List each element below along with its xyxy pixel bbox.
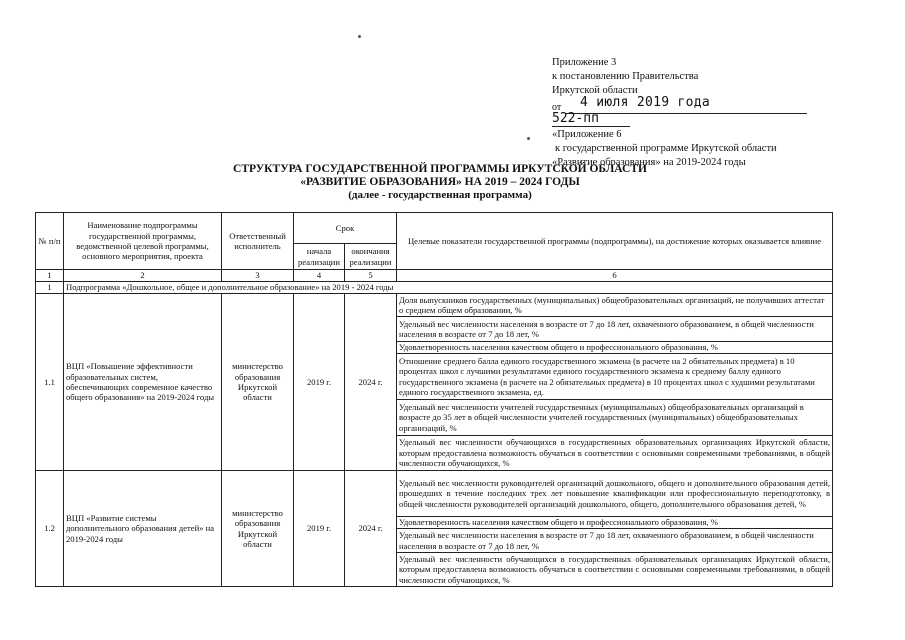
row-end: 2024 г.: [345, 294, 397, 471]
row-responsible: министерство образования Иркутской области: [222, 294, 294, 471]
row-name: ВЦП «Повышение эффективности образовательных систем, обеспечивающих современное качество общего образования» на 2019-2024 годы: [64, 294, 222, 471]
number-line: [552, 111, 812, 128]
subprogram-row: [36, 282, 833, 294]
title-line-2: «РАЗВИТИЕ ОБРАЗОВАНИЯ» НА 2019 – 2024 ГОДЫ: [300, 176, 580, 188]
appendix6-label: «Приложение 6: [552, 129, 622, 140]
approval-header: [552, 56, 812, 170]
col-index: 3: [222, 270, 294, 282]
col-header-resp: Ответственный исполнитель: [222, 213, 294, 270]
target-item: Удельный вес численности обучающихся в государственных образовательных организациях Иркутской области, которым предоставлена возможность обучаться в соответствии с основными современными требованиями, в общей численности обучающихся, %: [397, 436, 833, 471]
table-row: [36, 294, 833, 317]
document-title: [140, 163, 740, 202]
program-ref-label: к государственной программе Иркутской области: [555, 143, 777, 154]
program-name-label: «Развитие образования» на 2019-2024 годы: [552, 157, 746, 168]
col-index: 1: [36, 270, 64, 282]
resolution-label: к постановлению Правительства: [552, 71, 699, 82]
structure-table: [35, 212, 833, 587]
target-item: Отношение среднего балла единого государственного экзамена (в расчете на 2 обязательных предмета) в 10 процентах школ с лучшими результатами единого государственного экзамена к среднему баллу единого государственного экзамена (в расчете на 2 обязательных предмета) в 10 процентах школ с худшими результатами единого государственного экзамена, ед.: [397, 354, 833, 400]
target-item: Удельный вес численности населения в возрасте от 7 до 18 лет, охваченного образованием, в общей численности населения в возрасте от 7 до 18 лет, %: [397, 317, 833, 342]
subprogram-num: 1: [36, 282, 64, 294]
col-index: 6: [397, 270, 833, 282]
col-header-targets: Целевые показатели государственной программы (подпрограммы), на достижение которых оказывается влияние: [397, 213, 833, 270]
title-line-1: СТРУКТУРА ГОСУДАРСТВЕННОЙ ПРОГРАММЫ ИРКУТСКОЙ ОБЛАСТИ: [233, 163, 647, 175]
header-row-1: [36, 213, 833, 244]
row-responsible: министерство образования Иркутской области: [222, 471, 294, 587]
target-item: Удельный вес численности руководителей организаций дошкольного, общего и дополнительного образования детей, прошедших в течение последних трех лет повышение квалификации или профессиональную переподготовку, в общей численности руководителей организаций дошкольного, общего, дополнительного образования детей, %: [397, 471, 833, 517]
col-header-end: окончания реализации: [345, 244, 397, 270]
row-num: 1.2: [36, 471, 64, 587]
date-prefix: от: [552, 102, 562, 113]
target-item: Удельный вес численности учителей государственных (муниципальных) общеобразовательных организаций в возрасте до 35 лет в общей численности учителей государственных (муниципальных) общеобразовательных организаций, %: [397, 400, 833, 436]
target-item: Удовлетворенность населения качеством общего и профессионального образования, %: [397, 342, 833, 354]
appendix-label: Приложение 3: [552, 57, 617, 68]
target-item: Доля выпускников государственных (муниципальных) общеобразовательных организаций, не получивших аттестат о среднем общем образовании, %: [397, 294, 833, 317]
number-underline: [552, 126, 630, 127]
scan-speck: [527, 137, 530, 140]
subprogram-title: Подпрограмма «Дошкольное, общее и дополнительное образование» на 2019 - 2024 годы: [64, 282, 833, 294]
col-header-num: № п/п: [36, 213, 64, 270]
target-item: Удельный вес численности обучающихся в государственных образовательных организациях Иркутской области, которым предоставлена возможность обучаться в соответствии с основными современными требованиями, в общей численности обучающихся, %: [397, 553, 833, 587]
target-item: Удельный вес численности населения в возрасте от 7 до 18 лет, охваченного образованием, в общей численности населения в возрасте от 7 до 18 лет, %: [397, 529, 833, 553]
row-num: 1.1: [36, 294, 64, 471]
region-label: Иркутской области: [552, 85, 638, 96]
column-index-row: [36, 270, 833, 282]
title-line-3: (далее - государственная программа): [348, 189, 532, 201]
row-name: ВЦП «Развитие системы дополнительного образования детей» на 2019-2024 годы: [64, 471, 222, 587]
target-item: Удовлетворенность населения качеством общего и профессионального образования, %: [397, 517, 833, 529]
table-row: [36, 471, 833, 517]
col-index: 5: [345, 270, 397, 282]
row-end: 2024 г.: [345, 471, 397, 587]
col-header-term: Срок: [294, 213, 397, 244]
structure-table-wrap: [35, 212, 832, 587]
row-start: 2019 г.: [294, 471, 345, 587]
col-index: 4: [294, 270, 345, 282]
col-index: 2: [64, 270, 222, 282]
resolution-date: 4 июля 2019 года: [580, 95, 711, 110]
col-header-start: начала реализации: [294, 244, 345, 270]
scan-speck: [358, 35, 361, 38]
resolution-number: 522-пп: [552, 111, 599, 126]
col-header-name: Наименование подпрограммы государственной программы, ведомственной целевой программы, основного мероприятия, проекта: [64, 213, 222, 270]
row-start: 2019 г.: [294, 294, 345, 471]
